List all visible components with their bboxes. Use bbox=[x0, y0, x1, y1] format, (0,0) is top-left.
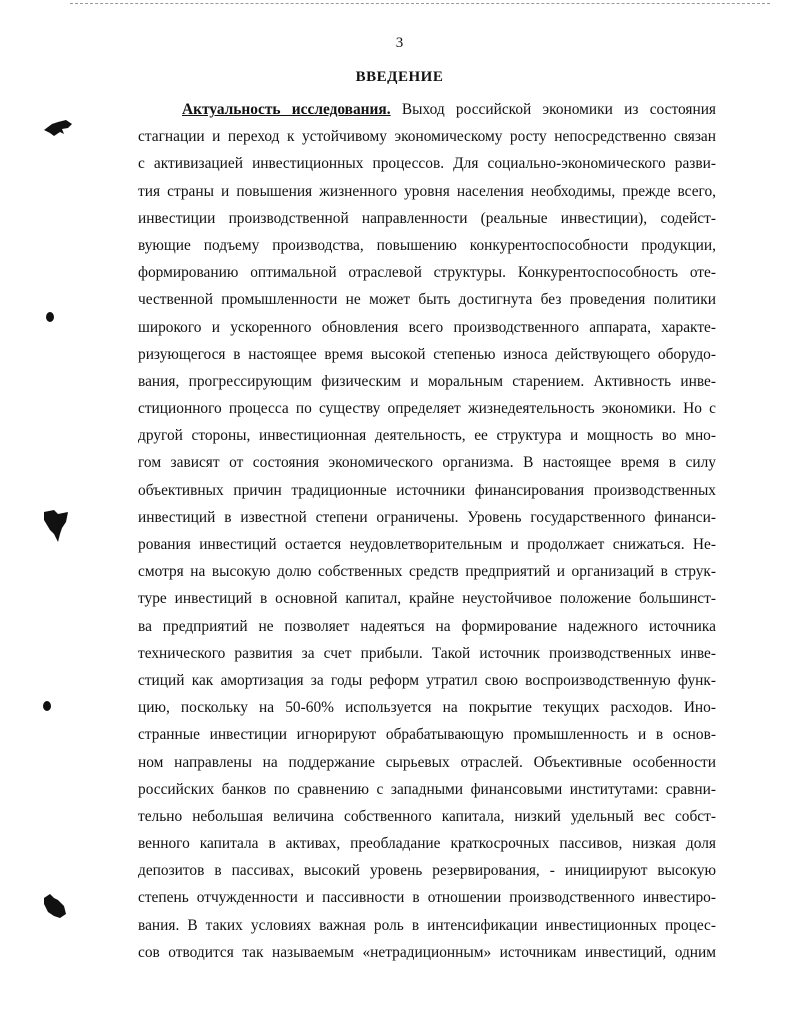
top-scan-edge bbox=[70, 3, 770, 4]
text-line: российских банков по сравнению с западными финансовыми институтами: сравни- bbox=[138, 780, 716, 798]
text-line: тия страны и повышения жизненного уровня населения необходимы, прежде всего, bbox=[138, 182, 716, 200]
page-number: 3 bbox=[395, 35, 404, 51]
text-line: чественной промышленности не может быть достигнута без проведения политики bbox=[138, 291, 716, 309]
text-line: другой стороны, инвестиционная деятельность, ее структура и мощность во мно- bbox=[138, 427, 716, 445]
text-line: сов отводится так называемым «нетрадиционным» источникам инвестиций, одним bbox=[138, 943, 716, 961]
text-line: вующие подъему производства, повышению конкурентоспособности продукции, bbox=[138, 236, 716, 254]
text-line: вания, прогрессирующим физическим и моральным старением. Активность инве- bbox=[138, 372, 716, 390]
text-line: туре инвестиций в основной капитал, крайне неустойчивое положение большинст- bbox=[138, 590, 716, 608]
text-line: технического развития за счет прибыли. Такой источник производственных инве- bbox=[138, 644, 716, 662]
text-line: тельно небольшая величина собственного капитала, низкий удельный вес собст- bbox=[138, 807, 716, 825]
text-line: венного капитала в активах, преобладание краткосрочных пассивов, низкая доля bbox=[138, 835, 716, 853]
text-line: рования инвестиций остается неудовлетворительным и продолжает снижаться. Не- bbox=[138, 536, 716, 553]
text-line: Актуальность исследования. Выход российской экономики из состояния bbox=[182, 101, 716, 118]
text-line: вания. В таких условиях важная роль в интенсификации инвестиционных процес- bbox=[138, 916, 716, 934]
text-line: широкого и ускоренного обновления всего производственного аппарата, характе- bbox=[138, 318, 716, 336]
ink-blot bbox=[40, 892, 68, 920]
text-line: ном направлены на поддержание сырьевых отраслей. Объективные особенности bbox=[138, 753, 716, 771]
ink-blot bbox=[42, 508, 70, 546]
text-line: инвестиции производственной направленности (реальные инвестиции), содейст- bbox=[138, 209, 716, 227]
section-heading: ВВЕДЕНИЕ bbox=[355, 69, 444, 85]
text-line: странные инвестиции игнорируют обрабатывающую промышленность и в основ- bbox=[138, 726, 716, 744]
ink-blot bbox=[42, 118, 74, 142]
text-line: стагнации и переход к устойчивому экономическому росту непосредственно связан bbox=[138, 128, 716, 146]
text-line: смотря на высокую долю собственных средств предприятий и организаций в струк- bbox=[138, 563, 716, 581]
text-line: инвестиций в известной степени ограничены. Уровень государственного финанси- bbox=[138, 508, 716, 526]
text-line: депозитов в пассивах, высокий уровень резервирования, - инициируют высокую bbox=[138, 862, 716, 880]
text-line: ва предприятий не позволяет надеяться на формирование надежного источника bbox=[138, 617, 716, 635]
text-line: формированию оптимальной отраслевой структуры. Конкурентоспособность оте- bbox=[138, 264, 716, 282]
text-line: стиций как амортизация за годы реформ утратил свою воспроизводственную функ- bbox=[138, 671, 716, 689]
lead-phrase: Актуальность исследования. bbox=[182, 101, 391, 118]
text-line: степень отчужденности и пассивности в отношении производственного инвестиро- bbox=[138, 889, 716, 907]
ink-dot bbox=[42, 700, 52, 712]
text-line: цию, поскольку на 50-60% используется на покрытие текущих расходов. Ино- bbox=[138, 699, 716, 717]
text-line: гом зависят от состояния экономического организма. В настоящее время в силу bbox=[138, 454, 716, 472]
text-line: объективных причин традиционные источники финансирования производственных bbox=[138, 481, 716, 499]
text-line: с активизацией инвестиционных процессов. Для социально-экономического разви- bbox=[138, 155, 716, 173]
text-line: стиционного процесса по существу определяет жизнедеятельность экономики. Но с bbox=[138, 400, 716, 418]
ink-dot bbox=[45, 311, 55, 323]
body-text bbox=[138, 96, 716, 966]
text-line: ризующегося в настоящее время высокой степенью износа действующего оборудо- bbox=[138, 345, 716, 363]
